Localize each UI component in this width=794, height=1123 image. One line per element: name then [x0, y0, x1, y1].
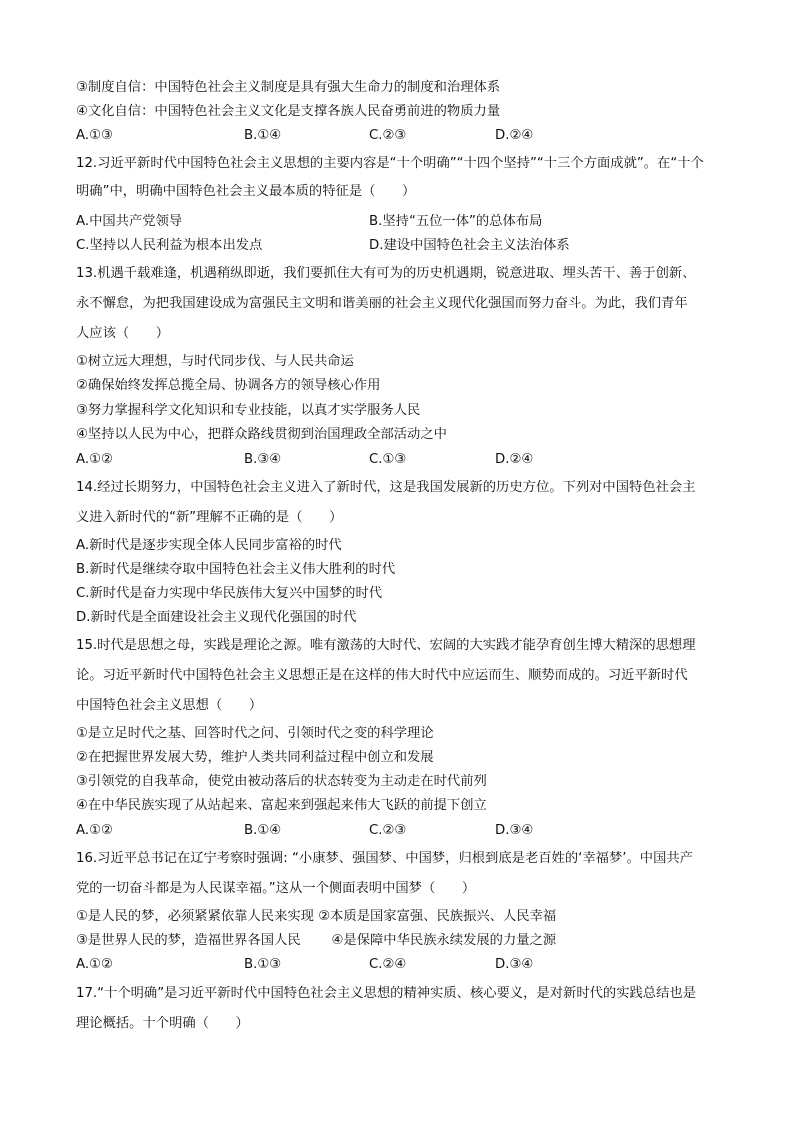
option: B.③④ [244, 452, 282, 467]
text-line: ①树立远大理想，与时代同步伐、与人民共命运 [76, 354, 354, 369]
option: B.①④ [244, 823, 282, 838]
option: C.坚持以人民利益为根本出发点 [76, 238, 263, 253]
option: C.②③ [369, 128, 407, 143]
option: A.①② [76, 823, 113, 838]
option: B.坚持“五位一体”的总体布局 [369, 214, 543, 229]
text-line: ①是立足时代之基、回答时代之问、引领时代之变的科学理论 [76, 726, 434, 741]
text-line: ①是人民的梦，必须紧紧依靠人民来实现 ②本质是国家富强、民族振兴、人民幸福 [76, 909, 557, 924]
text-line: C.新时代是奋力实现中华民族伟大复兴中国梦的时代 [76, 586, 383, 601]
text-line: 人应该（ ） [76, 326, 170, 341]
option: A.①③ [76, 128, 113, 143]
question-17: 17.“十个明确”是习近平新时代中国特色社会主义思想的精神实质、核心要义，是对新时代的实践总结也是 [76, 986, 696, 1001]
text-line: B.新时代是继续夺取中国特色社会主义伟大胜利的时代 [76, 562, 396, 577]
question-15: 15.时代是思想之母，实践是理论之源。唯有激荡的大时代、宏阔的大实践才能孕育创生博大精深的思想理 [76, 638, 696, 653]
option: A.①② [76, 957, 113, 972]
text-line: ②确保始终发挥总揽全局、协调各方的领导核心作用 [76, 378, 381, 393]
text-line: ④文化自信：中国特色社会主义文化是支撑各族人民奋勇前进的物质力量 [76, 104, 501, 119]
text-line: A.新时代是逐步实现全体人民同步富裕的时代 [76, 538, 342, 553]
option: D.③④ [495, 823, 534, 838]
option: D.②④ [495, 128, 534, 143]
option: D.②④ [495, 452, 534, 467]
question-12: 12.习近平新时代中国特色社会主义思想的主要内容是“十个明确”“十四个坚持”“十三个方面成就”。在“十个 [76, 156, 704, 171]
option: C.②③ [369, 823, 407, 838]
question-13: 13.机遇千载难逢，机遇稍纵即逝，我们要抓住大有可为的历史机遇期，锐意进取、埋头苦干、善于创新、 [76, 266, 696, 281]
text-line: 中国特色社会主义思想（ ） [76, 698, 263, 713]
question-14: 14.经过长期努力，中国特色社会主义进入了新时代，这是我国发展新的历史方位。下列对中国特色社会主 [76, 480, 696, 495]
text-line: ③制度自信：中国特色社会主义制度是具有强大生命力的制度和治理体系 [76, 80, 501, 95]
text-line: ③引领党的自我革命，使党由被动落后的状态转变为主动走在时代前列 [76, 774, 487, 789]
text-line: 理论概括。十个明确（ ） [76, 1016, 249, 1031]
option: D.建设中国特色社会主义法治体系 [369, 238, 570, 253]
text-line: ④坚持以人民为中心，把群众路线贯彻到治国理政全部活动之中 [76, 427, 447, 442]
option: D.③④ [495, 957, 534, 972]
text-line: 永不懈怠，为把我国建设成为富强民主文明和谐美丽的社会主义现代化强国而努力奋斗。为此，我们青年 [76, 296, 688, 311]
text-line: ③是世界人民的梦，造福世界各国人民 ④是保障中华民族永续发展的力量之源 [76, 933, 557, 948]
option: A.中国共产党领导 [76, 214, 183, 229]
option: B.①④ [244, 128, 282, 143]
text-line: ②在把握世界发展大势，维护人类共同利益过程中创立和发展 [76, 750, 434, 765]
option: A.①② [76, 452, 113, 467]
text-line: 义进入新时代的“新”理解不正确的是（ ） [76, 510, 343, 525]
text-line: 论。习近平新时代中国特色社会主义思想正是在这样的伟大时代中应运而生、顺势而成的。习近平新时代 [76, 668, 688, 683]
option: C.②④ [369, 957, 407, 972]
text-line: ③努力掌握科学文化知识和专业技能，以真才实学服务人民 [76, 403, 421, 418]
text-line: 党的一切奋斗都是为人民谋幸福。”这从一个侧面表明中国梦（ ） [76, 881, 476, 896]
text-line: 明确”中，明确中国特色社会主义最本质的特征是（ ） [76, 184, 416, 199]
option: C.①③ [369, 452, 407, 467]
question-16: 16.习近平总书记在辽宁考察时强调: “小康梦、强国梦、中国梦，归根到底是老百姓的‘幸福梦’。中国共产 [76, 851, 693, 866]
option: B.①③ [244, 957, 282, 972]
text-line: D.新时代是全面建设社会主义现代化强国的时代 [76, 610, 357, 625]
text-line: ④在中华民族实现了从站起来、富起来到强起来伟大飞跃的前提下创立 [76, 798, 487, 813]
